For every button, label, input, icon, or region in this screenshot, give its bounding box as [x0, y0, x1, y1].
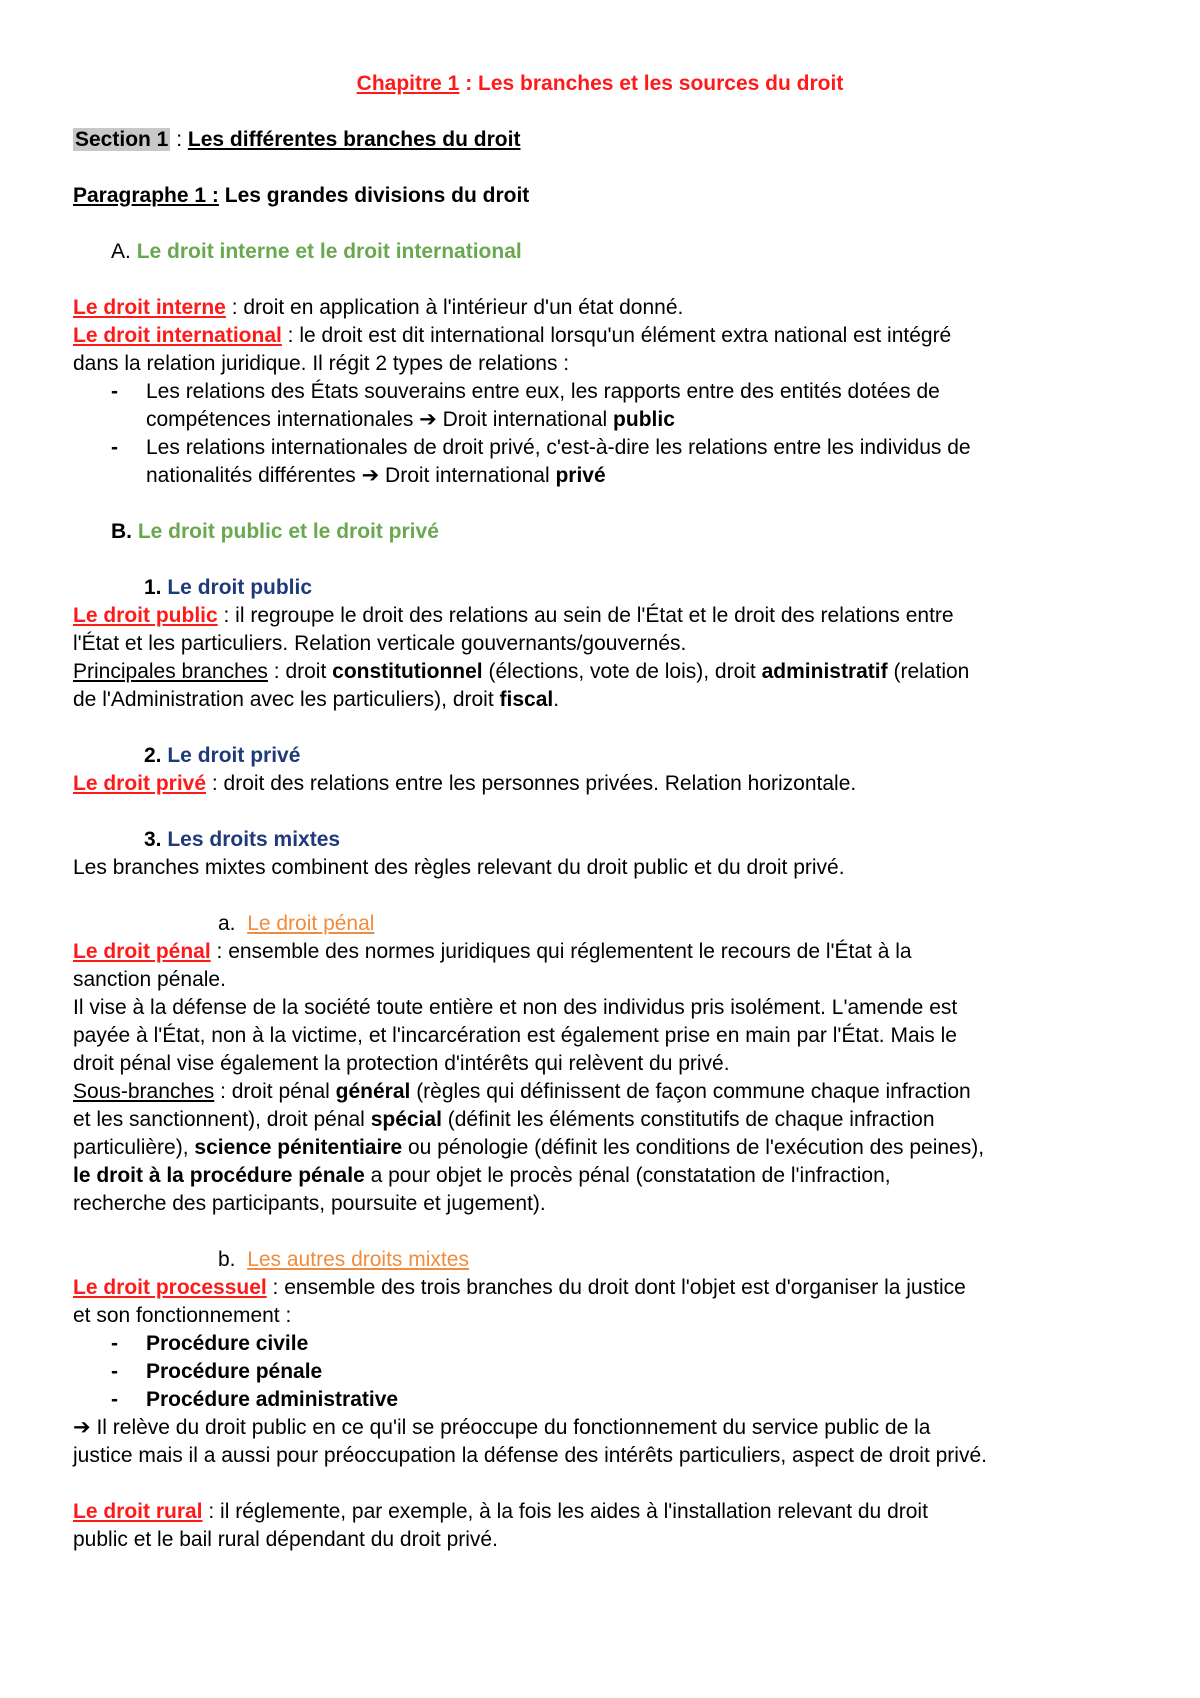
chapter-label: Chapitre 1	[356, 72, 460, 95]
droits-mixtes-intro: Les branches mixtes combinent des règles relevant du droit public et du droit privé.	[73, 856, 845, 879]
section-label: Section 1	[75, 128, 169, 151]
def-droit-penal: Le droit pénal : ensemble des normes juridiques qui réglementent le recours de l'État à la	[73, 940, 912, 963]
bullet-list-procedures	[73, 1330, 1100, 1414]
arrow-right-icon: ➔	[361, 464, 380, 487]
term-droit-public: Le droit public	[73, 604, 218, 627]
heading-B	[73, 518, 1100, 546]
text-line: payée à l'État, non à la victime, et l'incarcération est également prise en main par l'État. Mais le	[73, 1024, 957, 1047]
term-droit-rural: Le droit rural	[73, 1500, 203, 1523]
def-droit-rural: Le droit rural : il réglemente, par exemple, à la fois les aides à l'installation relevant du droit	[73, 1500, 928, 1523]
paragraph-title: Les grandes divisions du droit	[218, 184, 530, 207]
section-title: Les différentes branches du droit	[187, 128, 521, 151]
def-droit-international-cont: dans la relation juridique. Il régit 2 types de relations :	[73, 352, 570, 375]
term-droit-penal: Le droit pénal	[73, 940, 211, 963]
arrow-right-icon: ➔	[419, 408, 437, 431]
term-droit-processuel: Le droit processuel	[73, 1276, 267, 1299]
text-line: justice mais il a aussi pour préoccupation la défense des intérêts particuliers, aspect de droit privé.	[73, 1444, 987, 1467]
list-item: - Procédure civile	[111, 1332, 309, 1355]
heading-autres-droits-mixtes: b. Les autres droits mixtes	[218, 1248, 469, 1271]
bullet-list-A	[73, 378, 1100, 490]
releve-text: ➔ Il relève du droit public en ce qu'il se préoccupe du fonctionnement du service public de la	[73, 1416, 931, 1439]
heading-droit-penal: a. Le droit pénal	[218, 912, 375, 935]
heading-droit-prive: 2. Le droit privé	[144, 744, 301, 767]
text-line: le droit à la procédure pénale a pour objet le procès pénal (constatation de l'infraction,	[73, 1164, 891, 1187]
list-item-cont: compétences internationales ➔ Droit international public	[146, 408, 675, 431]
chapter-title-text: : Les branches et les sources du droit	[459, 72, 844, 95]
def-droit-prive: Le droit privé : droit des relations entre les personnes privées. Relation horizontale.	[73, 772, 857, 795]
paragraph-label: Paragraphe 1 :	[73, 184, 219, 207]
def-droit-processuel: Le droit processuel : ensemble des trois branches du droit dont l'objet est d'organiser la justice	[73, 1276, 966, 1299]
term-droit-interne: Le droit interne	[73, 296, 226, 319]
text-line: et son fonctionnement :	[73, 1304, 292, 1327]
text-line: droit pénal vise également la protection d'intérêts qui relèvent du privé.	[73, 1052, 730, 1075]
principales-branches-cont: de l'Administration avec les particuliers), droit fiscal.	[73, 688, 560, 711]
def-droit-international: Le droit international : le droit est dit international lorsqu'un élément extra national est intégré	[73, 324, 952, 347]
text-line: sanction pénale.	[73, 968, 226, 991]
sous-branches: Sous-branches : droit pénal général (règles qui définissent de façon commune chaque infraction	[73, 1080, 971, 1103]
list-item: - Procédure pénale	[111, 1360, 323, 1383]
heading-droit-public: 1. Le droit public	[144, 576, 313, 599]
term-droit-international: Le droit international	[73, 324, 282, 347]
list-item-cont: nationalités différentes ➔ Droit international privé	[146, 464, 606, 487]
chapter-title	[100, 70, 1100, 98]
text-line: Il vise à la défense de la société toute entière et non des individus pris isolément. L'amende est	[73, 996, 958, 1019]
list-item: - Les relations internationales de droit privé, c'est-à-dire les relations entre les individus de	[111, 436, 971, 459]
text-line: particulière), science pénitentiaire ou pénologie (définit les conditions de l'exécution des peines),	[73, 1136, 985, 1159]
list-item: - Les relations des États souverains entre eux, les rapports entre des entités dotées de	[111, 380, 940, 403]
principales-branches: Principales branches : droit constitutionnel (élections, vote de lois), droit administratif (relation	[73, 660, 970, 683]
heading-A-text: Le droit interne et le droit international	[136, 240, 522, 263]
list-item: - Procédure administrative	[111, 1388, 399, 1411]
def-droit-interne: Le droit interne : droit en application à l'intérieur d'un état donné.	[73, 296, 684, 319]
text-line: et les sanctionnent), droit pénal spécial (définit les éléments constitutifs de chaque infraction	[73, 1108, 935, 1131]
term-droit-prive: Le droit privé	[73, 772, 207, 795]
arrow-right-icon: ➔	[73, 1416, 91, 1439]
section-heading: Section 1 : Les différentes branches du droit	[75, 128, 521, 151]
marker-A: A.	[111, 240, 131, 263]
heading-A	[73, 238, 1100, 266]
heading-droits-mixtes: 3. Les droits mixtes	[144, 828, 341, 851]
def-droit-public-cont: l'État et les particuliers. Relation verticale gouvernants/gouvernés.	[73, 632, 687, 655]
def-droit-public: Le droit public : il regroupe le droit des relations au sein de l'État et le droit des relations entre	[73, 604, 954, 627]
marker-B: B.	[111, 520, 132, 543]
heading-B-text: Le droit public et le droit privé	[137, 520, 439, 543]
text-line: public et le bail rural dépendant du droit privé.	[73, 1528, 498, 1551]
paragraph-heading	[73, 182, 1100, 210]
text-line: recherche des participants, poursuite et jugement).	[73, 1192, 546, 1215]
